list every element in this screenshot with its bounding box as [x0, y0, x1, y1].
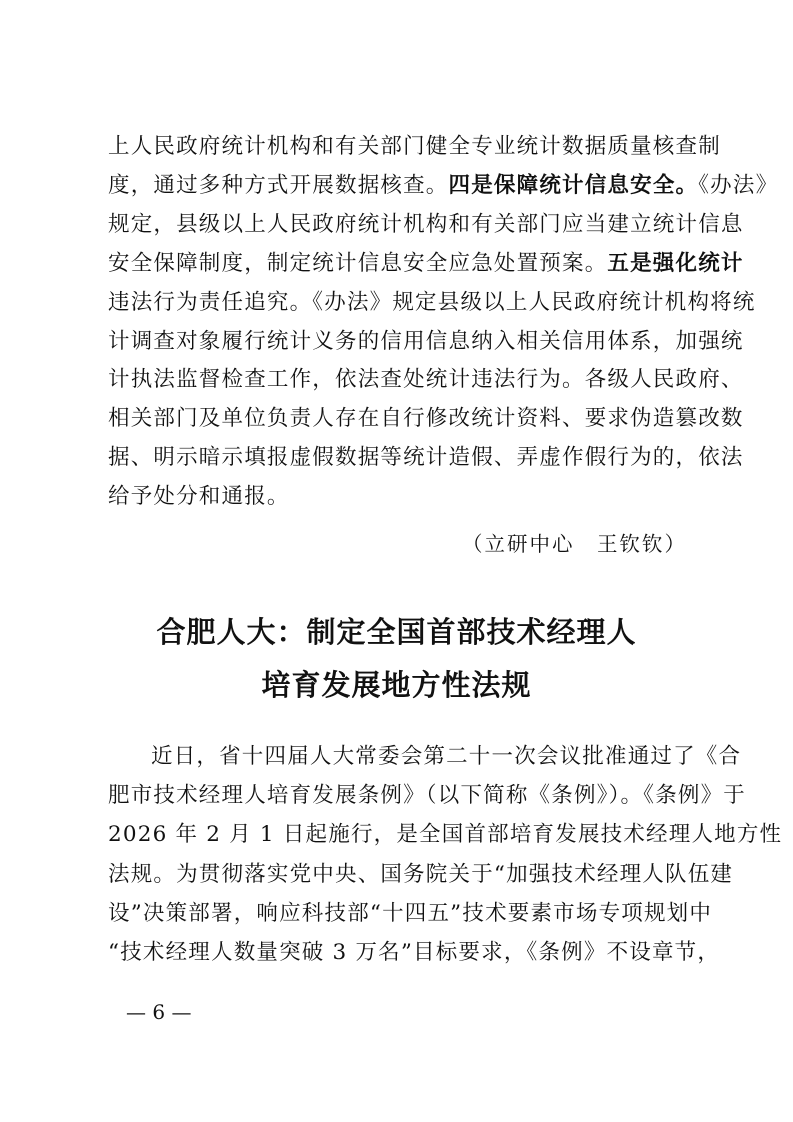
text-line: 据、明示暗示填报虚假数据等统计造假、弄虚作假行为的，依法: [108, 445, 744, 471]
text-line: 计执法监督检查工作，依法查处统计违法行为。各级人民政府、: [108, 367, 744, 393]
title-line-1: 合肥人大：制定全国首部技术经理人: [156, 615, 637, 649]
text-line: “技术经理人数量突破 3 万名”目标要求，《条例》不设章节，: [108, 940, 721, 966]
text-line: 肥市技术经理人培育发展条例》（以下简称《条例》）。《条例》于: [108, 783, 747, 809]
article-paragraph: [108, 737, 783, 972]
text-run: 度，通过多种方式开展数据核查。: [108, 172, 449, 198]
text-line: 相关部门及单位负责人存在自行修改统计资料、要求伪造篡改数: [108, 406, 744, 432]
heading-four: 四是保障统计信息安全。: [448, 172, 699, 198]
text-line: 计调查对象履行统计义务的信用信息纳入相关信用体系，加强统: [108, 328, 744, 354]
text-line: [108, 737, 742, 776]
text-line: 设”决策部署，响应科技部“十四五”技术要素市场专项规划中: [108, 900, 713, 926]
text-run: 《办法》: [698, 172, 779, 198]
author-attribution: （立研中心 王钦钦）: [462, 532, 687, 556]
continuation-paragraph: [108, 128, 779, 517]
text-line: 2026 年 2 月 1 日起施行，是全国首部培育发展技术经理人地方性: [108, 822, 783, 848]
text-line: 法规。为贯彻落实党中央、国务院关于“加强技术经理人队伍建: [108, 861, 734, 887]
text-line: 规定，县级以上人民政府统计机构和有关部门应当建立统计信息: [108, 211, 744, 237]
text-run: 近日，省十四届人大常委会第二十一次会议批准通过了《合: [151, 744, 742, 769]
text-line: [108, 245, 744, 284]
text-line: 违法行为责任追究。《办法》规定县级以上人民政府统计机构将统: [108, 289, 756, 315]
text-line: 上人民政府统计机构和有关部门健全专业统计数据质量核查制: [108, 134, 721, 159]
text-run: 安全保障制度，制定统计信息安全应急处置预案。: [108, 250, 608, 276]
text-line: 给予处分和通报。: [108, 484, 290, 510]
article-title: [0, 606, 793, 712]
title-line-2: 培育发展地方性法规: [261, 668, 532, 702]
heading-five: 五是强化统计: [607, 250, 744, 276]
text-line: [108, 167, 779, 206]
page-number: — 6 —: [126, 1000, 192, 1024]
